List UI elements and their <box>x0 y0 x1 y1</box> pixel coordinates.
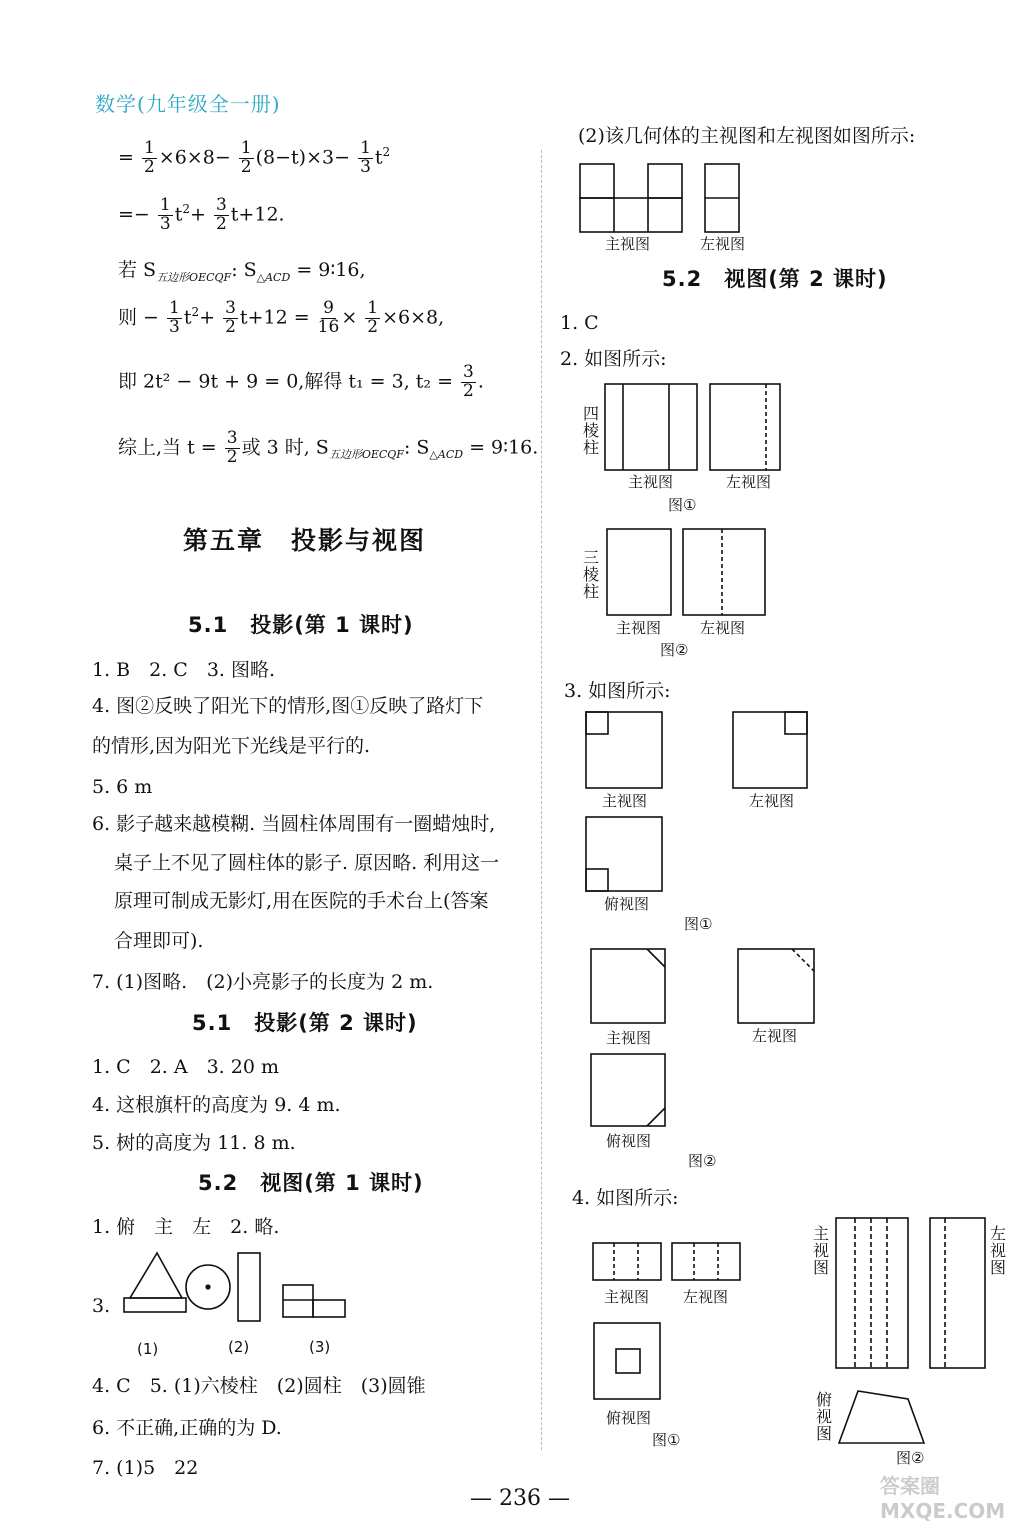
fraction: $\frac{1}{2}$ <box>143 138 155 177</box>
fraction: $\frac{9}{16}$ <box>317 298 340 337</box>
figure-label: 图① <box>652 1431 681 1449</box>
answer-line: 4. 图②反映了阳光下的情形,图①反映了路灯下 <box>92 695 484 717</box>
q4-fig1-front-left <box>592 1242 747 1282</box>
vertical-label: 四棱柱 <box>582 404 599 457</box>
figure-caption: 俯视图 <box>606 1409 652 1427</box>
figure-label: 图② <box>688 1152 717 1170</box>
square-left <box>283 1285 313 1317</box>
figure-caption: (3) <box>309 1338 331 1356</box>
q2-fig1-views <box>603 382 783 472</box>
q2-fig2-views <box>605 527 770 617</box>
fraction: $\frac{3}{2}$ <box>226 428 238 467</box>
answer-line: (2)该几何体的主视图和左视图如图所示: <box>578 125 916 147</box>
equation-solve: 即 2t² − 9t + 9 = 0,解得 t₁ = 3, t₂ = $\frac{3}{2}$ . <box>118 362 484 401</box>
figure-caption: 左视图 <box>700 619 746 637</box>
figure-caption: 左视图 <box>700 235 746 253</box>
figure-caption: 主视图 <box>605 235 651 253</box>
rectangle-base <box>124 1298 186 1312</box>
intro-views <box>578 162 753 234</box>
answer-line: 1. C 2. A 3. 20 m <box>92 1056 279 1078</box>
answer-line: 2. 如图所示: <box>560 348 667 370</box>
watermark-logo: 答案圈 MXQE.COM <box>880 1474 1006 1523</box>
answer-line: 5. 6 m <box>92 776 153 798</box>
figure-caption: (1) <box>137 1340 159 1358</box>
answer-line: 3. 如图所示: <box>564 680 671 702</box>
section-title: 5.1 投影(第 2 课时) <box>192 1011 418 1035</box>
ratio-condition: 若 $S_{五边形OECQF}$: $S_{\triangle ACD}$ = 9∶16, <box>118 259 366 284</box>
equation-then: 则 − $\frac{1}{3}$ $t^2+$ $\frac{3}{2}$ t+12 = $\frac{9}{16}$ × $\frac{1}{2}$ ×6×8, <box>118 298 445 337</box>
figure-caption: 主视图 <box>604 1288 650 1306</box>
section-title: 5.1 投影(第 1 课时) <box>188 613 414 637</box>
figure-caption: 左视图 <box>749 792 795 810</box>
fraction: $\frac{1}{2}$ <box>240 138 252 177</box>
q3-figures <box>110 1250 360 1325</box>
figure-caption: 左视图 <box>752 1027 798 1045</box>
rect-right <box>313 1300 345 1317</box>
figure-caption: 俯视图 <box>606 1132 652 1150</box>
answer-line: 的情形,因为阳光下光线是平行的. <box>92 735 371 757</box>
q4-fig2-left <box>929 1217 987 1369</box>
answer-line: 1. 俯 主 左 2. 略. <box>92 1216 280 1238</box>
answer-line: 6. 不正确,正确的为 D. <box>92 1417 282 1439</box>
figure-caption: 主视图 <box>616 619 662 637</box>
answer-line: 5. 树的高度为 11. 8 m. <box>92 1132 296 1154</box>
tall-rectangle <box>238 1253 260 1321</box>
figure-label: 图① <box>668 496 697 514</box>
figure-caption: 左视图 <box>683 1288 729 1306</box>
fraction: $\frac{3}{2}$ <box>225 298 236 337</box>
fraction: $\frac{1}{3}$ <box>360 138 371 177</box>
figure-caption: (2) <box>228 1338 250 1356</box>
q4-fig2-front <box>835 1217 910 1369</box>
answer-line: 7. (1)图略. (2)小亮影子的长度为 2 m. <box>92 971 434 993</box>
equation-line-1: = $\frac{1}{2}$ ×6×8− $\frac{1}{2}$ (8−t)×3− $\frac{1}{3}$ $t^2$ <box>118 138 391 177</box>
fraction: $\frac{3}{2}$ <box>463 362 474 401</box>
book-header: 数学(九年级全一册) <box>95 92 281 116</box>
figure-caption: 左视图 <box>726 473 772 491</box>
answer-line: 3. <box>92 1295 111 1317</box>
section-title: 5.2 视图(第 1 课时) <box>198 1171 424 1195</box>
answer-line: 桌子上不见了圆柱体的影子. 原因略. 利用这一 <box>114 852 500 874</box>
triangle-shape <box>130 1253 182 1298</box>
answer-line: 4. 如图所示: <box>572 1187 679 1209</box>
answer-line: 6. 影子越来越模糊. 当圆柱体周围有一圈蜡烛时, <box>92 813 496 835</box>
section-title: 5.2 视图(第 2 课时) <box>662 267 888 291</box>
fraction: $\frac{1}{3}$ <box>159 195 171 234</box>
answer-line: 1. B 2. C 3. 图略. <box>92 659 276 681</box>
vertical-label: 主视图 <box>812 1224 829 1277</box>
fraction: $\frac{1}{2}$ <box>367 298 379 337</box>
figure-label: 图② <box>896 1449 925 1467</box>
answer-line: 1. C <box>560 312 599 334</box>
equation-line-2: =− $\frac{1}{3}$ $t^2+$ $\frac{3}{2}$ t+12. <box>118 195 285 234</box>
answer-line: 4. 这根旗杆的高度为 9. 4 m. <box>92 1094 341 1116</box>
figure-label: 图① <box>684 915 713 933</box>
column-divider <box>541 150 542 1450</box>
answer-line: 合理即可). <box>114 930 204 952</box>
figure-caption: 主视图 <box>606 1029 652 1047</box>
fraction: $\frac{3}{2}$ <box>215 195 227 234</box>
figure-label: 图② <box>660 641 689 659</box>
conclusion: 综上,当 t = $\frac{3}{2}$ 或 3 时, $S_{五边形OECQF}$: $S_{\triangle ACD}$ = 9∶16. <box>118 428 539 467</box>
page-number: — 236 — <box>470 1486 570 1511</box>
figure-caption: 俯视图 <box>604 895 650 913</box>
q4-fig2-top <box>838 1387 928 1445</box>
answer-line: 7. (1)5 22 <box>92 1457 199 1479</box>
answer-line: 4. C 5. (1)六棱柱 (2)圆柱 (3)圆锥 <box>92 1375 426 1397</box>
chapter-title: 第五章 投影与视图 <box>183 526 427 555</box>
vertical-label: 俯视图 <box>815 1390 832 1443</box>
vertical-label: 左视图 <box>989 1224 1006 1277</box>
q4-fig1-top <box>593 1322 663 1402</box>
figure-caption: 主视图 <box>628 473 674 491</box>
answer-line: 原理可制成无影灯,用在医院的手术台上(答案 <box>114 890 489 912</box>
fraction: $\frac{1}{3}$ <box>169 298 180 337</box>
vertical-label: 三棱柱 <box>582 548 599 601</box>
figure-caption: 主视图 <box>602 792 648 810</box>
center-dot <box>206 1285 210 1289</box>
